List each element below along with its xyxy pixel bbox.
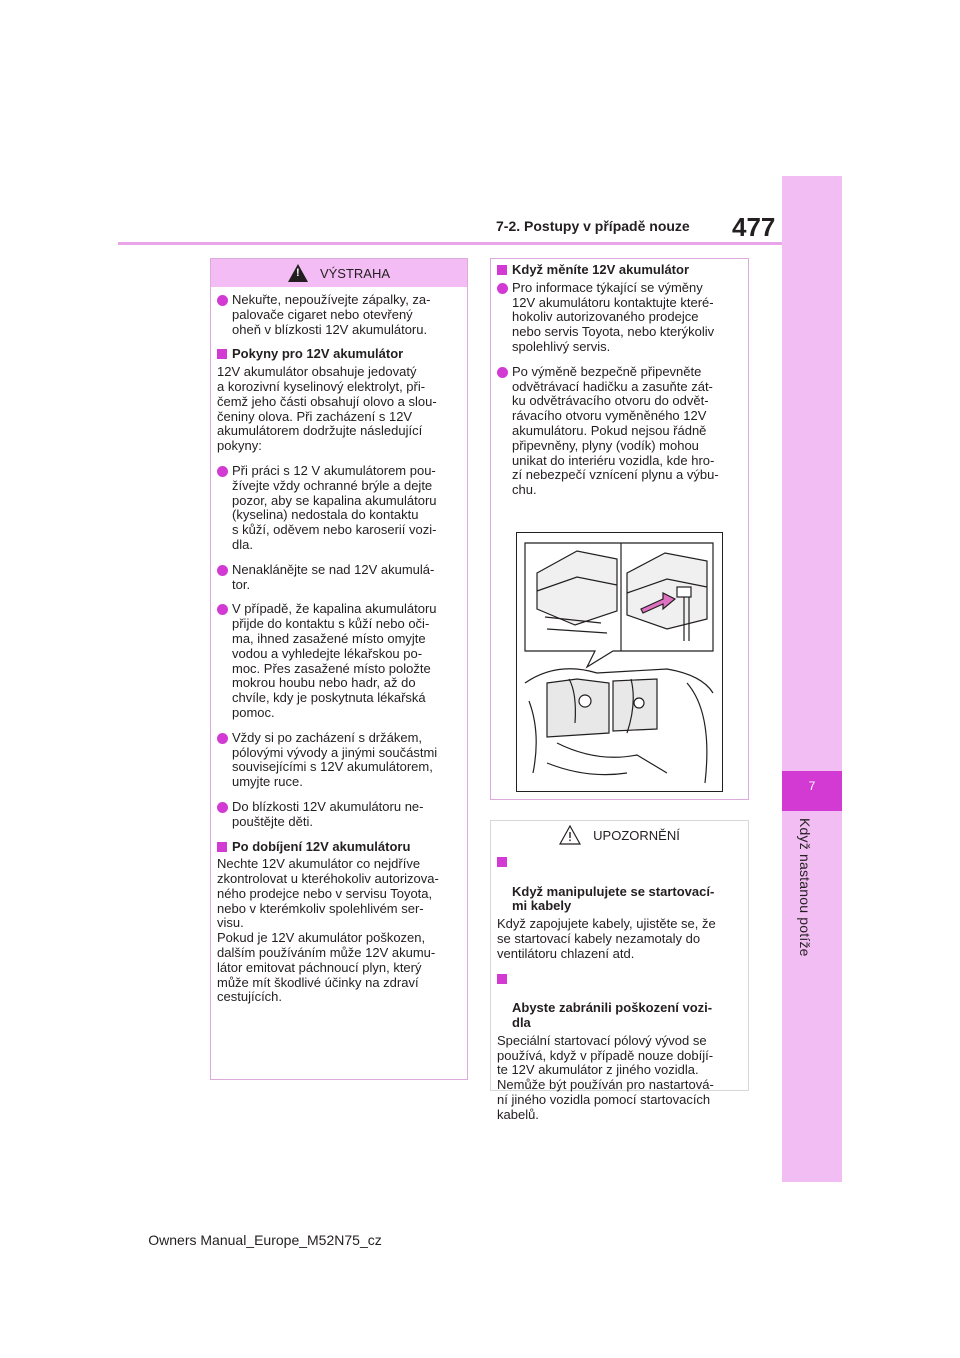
list-item: Pro informace týkající se výměny 12V akumulátoru kontaktujte které- hokoliv autorizovaného prodejce nebo servis Toyota, nebo kterýkoliv spolehlivý servis. [497,281,740,355]
chapter-label: Když nastanou potíže [797,818,813,957]
list-item: Při práci s 12 V akumulátorem pou- žívejte vždy ochranné brýle a dejte pozor, aby se kapalina akumulátoru (kyselina) nedostala do kontaktu s kůží, oděvem nebo karoserií vozi- dla. [217,464,459,553]
bullet-icon [497,283,508,294]
page-number: 477 [732,212,776,242]
notice-text-1: Když zapojujete kabely, ujistěte se, že se startovací kabely nezamotaly do ventilátoru chlazení atd. [497,916,716,961]
caution-triangle-icon [559,825,581,845]
warning-triangle-icon [288,264,308,282]
square-bullet-icon [217,349,227,359]
warning-text-1: 12V akumulátor obsahuje jedovatý a korozivní kyselinový elektrolyt, při- čemž jeho části obsahují olovo a slou- čeniny olova. Při zacházení s 12V akumulátorem dodržujte následující pokyny: [217,364,437,454]
notice-box [490,820,749,1122]
square-bullet-icon [497,857,507,867]
battery-vent-drawing [517,533,722,791]
bullet-icon [217,604,228,615]
square-bullet-icon [217,842,227,852]
notice-heading-1: Když manipulujete se startovací- mi kabely [497,855,740,914]
warning-text-2: Nechte 12V akumulátor co nejdříve zkontrolovat u kteréhokoliv autorizova- ného prodejce nebo v servisu Toyota, nebo v kterémkoliv spolehlivém ser- visu. Pokud je 12V akumulátor poškozen, dalším používáním může 12V akumu- látor emitovat páchnoucí plyn, který může mít škodlivé účinky na zdraví cestujících. [217,856,439,1005]
list-item: Po výměně bezpečně připevněte odvětrávací hadičku a zasuňte zát- ku odvětrávacího otvoru do odvět- rávacího otvoru vyměněného 12V akumulátoru. Pokud nejsou řádně připevněny, plyny (vodík) mohou unikat do interiéru vozidla, kde hro- zí nebezpečí vznícení plynu a výbu- chu. [497,365,740,498]
bullet-icon [497,367,508,378]
bullet-icon [217,802,228,813]
section-title: 7-2. Postupy v případě nouze [496,218,690,234]
bullet-icon [217,295,228,306]
list-item: Do blízkosti 12V akumulátoru ne- pouštějte děti. [217,800,459,830]
notice-header [491,821,748,849]
battery-vent-illustration [516,532,723,792]
notice-heading-2: Abyste zabránili poškození vozi- dla [497,972,740,1031]
chapter-number: 7 [808,779,816,793]
list-item: Vždy si po zacházení s držákem, pólovými vývody a jinými součástmi souvisejícími s 12V akumulátorem, umyjte ruce. [217,731,459,790]
warning-header [211,259,467,287]
warning-intro: Nekuřte, nepoužívejte zápalky, za- palovače cigaret nebo otevřený oheň v blízkosti 12V akumulátoru. [232,292,431,337]
notice-text-2: Speciální startovací pólový vývod se používá, když v případě nouze dobíjí- te 12V akumulátor z jiného vozidla. Nemůže být používán pro nastartová- ní jiného vozidla pomocí startovacích kabelů. [497,1032,714,1122]
bullet-icon [217,565,228,576]
header-rule [118,242,782,245]
square-bullet-icon [497,974,507,984]
warning-title: VÝSTRAHA [319,265,391,281]
list-item: Nenaklánějte se nad 12V akumulá- tor. [217,563,459,593]
page-footer: Owners Manual_Europe_M52N75_cz [148,1232,382,1248]
list-item [217,293,459,337]
chapter-side-tab [782,176,842,1182]
list-item: V případě, že kapalina akumulátoru přijde do kontaktu s kůží nebo oči- ma, ihned zasažené místo omyjte vodou a vyhledejte lékařskou po- moc. Přes zasažené místo položte mokrou houbu nebo hadr, až do chvíle, kdy je poskytnuta lékařská pomoc. [217,602,459,720]
bullet-icon [217,466,228,477]
warning-box [210,258,468,1080]
square-bullet-icon [497,265,507,275]
warning-heading-2: Po dobíjení 12V akumulátoru [217,840,459,855]
bullet-icon [217,733,228,744]
notice-title: UPOZORNĚNÍ [593,827,680,843]
warning-heading-1: Pokyny pro 12V akumulátor [217,347,459,362]
replace-heading: Když měníte 12V akumulátor [497,263,740,278]
